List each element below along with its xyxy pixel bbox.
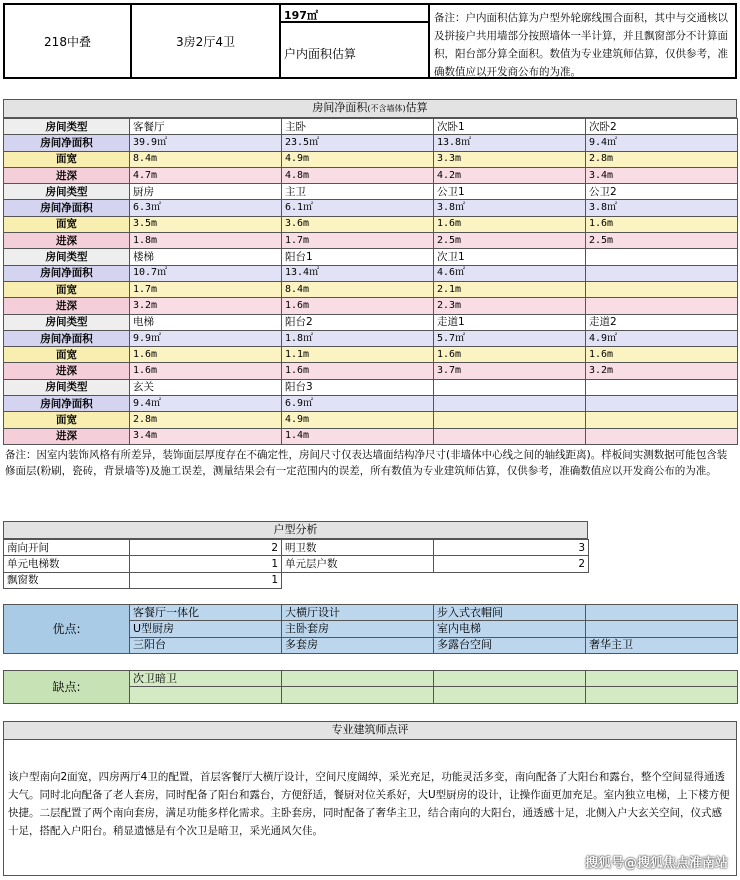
row-label-area: 房间净面积	[4, 135, 130, 151]
rooms-note: 备注：因室内装饰风格有所差异，装饰面层厚度存在不确定性，房间尺寸仅表达墙面结构净尺寸(非墙体中心线之间的轴线距离)。样板间实测数据可能包含装修面层(粉刷，瓷砖，背景墙等)及施工误差，测量结果会有一定范围内的误差，所有数值为专业建筑师估算，仅供参考，准确数值应以开发商公布的为准。	[5, 448, 728, 477]
rooms-row-depth	[4, 298, 738, 314]
rooms-row-width	[4, 281, 738, 297]
room-depth-cell	[586, 298, 738, 314]
rooms-row-type	[4, 379, 738, 395]
analysis-row	[4, 540, 589, 556]
room-area-cell: 13.8㎡	[434, 135, 586, 151]
pros-table	[3, 604, 738, 654]
room-area-cell: 23.5㎡	[282, 135, 434, 151]
row-label-width: 面宽	[4, 151, 130, 167]
analysis-table	[3, 539, 589, 589]
room-area-cell: 9.4㎡	[130, 396, 282, 412]
analysis-label	[282, 572, 434, 588]
row-label-depth: 进深	[4, 233, 130, 249]
room-area-cell: 6.3㎡	[130, 200, 282, 216]
room-name-cell: 主卫	[282, 184, 434, 200]
room-depth-cell: 3.7m	[434, 363, 586, 379]
room-area-cell: 9.4㎡	[586, 135, 738, 151]
watermark: 搜狐号@搜狐焦点淮南站	[584, 856, 728, 871]
room-width-cell	[586, 412, 738, 428]
rooms-row-depth	[4, 428, 738, 444]
room-area-cell: 6.9㎡	[282, 396, 434, 412]
row-label-area: 房间净面积	[4, 396, 130, 412]
rooms-row-width	[4, 151, 738, 167]
rooms-row-depth	[4, 233, 738, 249]
pros-item: 大横厅设计	[282, 605, 434, 621]
project-name: 218中叠	[5, 5, 132, 77]
rooms-row-area	[4, 200, 738, 216]
rooms-row-type	[4, 119, 738, 135]
room-name-cell: 玄关	[130, 379, 282, 395]
room-depth-cell: 1.6m	[282, 298, 434, 314]
cons-item	[130, 687, 282, 703]
analysis-value: 2	[434, 556, 589, 572]
pros-item: 多套房	[282, 637, 434, 653]
rooms-row-area	[4, 265, 738, 281]
room-width-cell: 3.5m	[130, 216, 282, 232]
pros-item: U型厨房	[130, 621, 282, 637]
room-area-cell	[434, 396, 586, 412]
room-width-cell: 1.6m	[434, 347, 586, 363]
room-depth-cell: 4.7m	[130, 167, 282, 183]
pros-item: 奢华主卫	[586, 637, 738, 653]
room-depth-cell: 1.6m	[130, 363, 282, 379]
rooms-table	[3, 118, 738, 445]
room-area-cell: 3.8㎡	[586, 200, 738, 216]
room-width-cell: 4.9m	[282, 151, 434, 167]
room-area-cell: 1.8㎡	[282, 330, 434, 346]
room-name-cell: 走道1	[434, 314, 586, 330]
room-depth-cell: 1.8m	[130, 233, 282, 249]
row-label-width: 面宽	[4, 412, 130, 428]
row-label-depth: 进深	[4, 298, 130, 314]
pros-item: 步入式衣帽间	[434, 605, 586, 621]
room-area-cell: 5.7㎡	[434, 330, 586, 346]
rooms-section	[3, 99, 737, 501]
room-depth-cell: 3.4m	[130, 428, 282, 444]
rooms-row-width	[4, 347, 738, 363]
header-note: 备注：户内面积估算为户型外轮廓线围合面积，其中与交通核以及拼接户共用墙部分按照墙体一半计算，并且飘窗部分不计算面积，阳台部分算全面积。数值为专业建筑师估算，仅供参考，准确数值应以开发商公布的为准。	[428, 3, 737, 79]
room-width-cell: 2.1m	[434, 281, 586, 297]
row-label-width: 面宽	[4, 347, 130, 363]
analysis-value: 1	[130, 572, 282, 588]
cons-item	[434, 687, 586, 703]
row-label-type: 房间类型	[4, 184, 130, 200]
room-depth-cell: 1.7m	[282, 233, 434, 249]
analysis-row	[4, 572, 589, 588]
room-name-cell: 主卧	[282, 119, 434, 135]
room-depth-cell: 3.4m	[586, 167, 738, 183]
rooms-row-area	[4, 330, 738, 346]
room-depth-cell	[586, 428, 738, 444]
room-depth-cell	[434, 428, 586, 444]
rooms-section-title	[3, 99, 737, 118]
analysis-value	[434, 572, 589, 588]
rooms-title-main: 房间净面积	[312, 101, 368, 114]
room-width-cell: 2.8m	[130, 412, 282, 428]
room-area-cell	[586, 396, 738, 412]
rooms-title-small: (不含墙体)	[367, 104, 406, 113]
row-label-type: 房间类型	[4, 314, 130, 330]
room-name-cell: 次卧1	[434, 119, 586, 135]
room-area-cell: 39.9㎡	[130, 135, 282, 151]
cons-item	[586, 687, 738, 703]
row-label-depth: 进深	[4, 363, 130, 379]
rooms-row-depth	[4, 167, 738, 183]
room-depth-cell: 3.2m	[130, 298, 282, 314]
pros-item: 客餐厅一体化	[130, 605, 282, 621]
row-label-depth: 进深	[4, 167, 130, 183]
rooms-row-type	[4, 314, 738, 330]
row-label-area: 房间净面积	[4, 200, 130, 216]
analysis-label: 明卫数	[282, 540, 434, 556]
room-width-cell: 1.7m	[130, 281, 282, 297]
area-box	[279, 3, 430, 79]
calc-title: 户内面积估算	[284, 47, 357, 61]
cons-item	[586, 671, 738, 687]
pros-item	[586, 621, 738, 637]
analysis-label: 单元层户数	[282, 556, 434, 572]
cons-section	[3, 670, 737, 704]
pros-section	[3, 604, 737, 654]
row-label-type: 房间类型	[4, 379, 130, 395]
analysis-title: 户型分析	[3, 521, 588, 539]
room-area-cell: 3.8㎡	[434, 200, 586, 216]
room-name-cell	[586, 249, 738, 265]
row-label-width: 面宽	[4, 216, 130, 232]
pros-item: 三阳台	[130, 637, 282, 653]
analysis-value: 1	[130, 556, 282, 572]
cons-item	[282, 671, 434, 687]
rooms-row-width	[4, 216, 738, 232]
room-depth-cell: 4.2m	[434, 167, 586, 183]
room-width-cell: 1.1m	[282, 347, 434, 363]
row-label-area: 房间净面积	[4, 330, 130, 346]
room-name-cell: 走道2	[586, 314, 738, 330]
rooms-row-area	[4, 396, 738, 412]
room-depth-cell: 3.2m	[586, 363, 738, 379]
analysis-label: 飘窗数	[4, 572, 130, 588]
room-depth-cell: 2.5m	[434, 233, 586, 249]
pros-item: 多露台空间	[434, 637, 586, 653]
room-width-cell: 3.6m	[282, 216, 434, 232]
room-width-cell	[586, 281, 738, 297]
cons-item	[434, 671, 586, 687]
pros-item	[586, 605, 738, 621]
room-name-cell: 公卫2	[586, 184, 738, 200]
room-area-cell: 9.9㎡	[130, 330, 282, 346]
rooms-row-depth	[4, 363, 738, 379]
room-name-cell: 阳台2	[282, 314, 434, 330]
room-width-cell: 8.4m	[282, 281, 434, 297]
room-width-cell	[434, 412, 586, 428]
room-depth-cell: 2.5m	[586, 233, 738, 249]
room-depth-cell: 2.3m	[434, 298, 586, 314]
analysis-value: 3	[434, 540, 589, 556]
layout-type: 3房2厅4卫	[176, 34, 235, 49]
analysis-row	[4, 556, 589, 572]
room-name-cell: 次卫1	[434, 249, 586, 265]
review-text: 该户型南向2面宽，四房两厅4卫的配置，首层客餐厅大横厅设计，空间尺度阔绰，采光充足，功能灵活多变，南向配备了大阳台和露台，整个空间显得通透大气。同时北向配备了老人套房，同时配备了阳台和露台，方便舒适，餐厨对位关系好，大U型厨房的设计，让操作面更加充足。室内独立电梯，上下楼方便快捷。二层配置了两个南向套房，满足功能多样化需求。主卧套房，同时配备了奢华主卫，结合南向的大阳台，通透感十足，北侧入户大玄关空间，仪式感十足，搭配入户阳台。稍显遗憾是有个次卫是暗卫，采光通风欠佳。	[8, 771, 730, 837]
room-name-cell: 客餐厅	[130, 119, 282, 135]
header-block	[3, 3, 281, 79]
room-width-cell: 1.6m	[586, 347, 738, 363]
analysis-label: 单元电梯数	[4, 556, 130, 572]
cons-item	[282, 687, 434, 703]
pros-item: 主卧套房	[282, 621, 434, 637]
pros-row	[4, 605, 738, 621]
room-name-cell	[586, 379, 738, 395]
room-depth-cell: 1.6m	[282, 363, 434, 379]
room-area-cell: 6.1㎡	[282, 200, 434, 216]
row-label-depth: 进深	[4, 428, 130, 444]
rooms-row-width	[4, 412, 738, 428]
room-area-cell: 4.6㎡	[434, 265, 586, 281]
cons-row	[4, 671, 738, 687]
cons-label: 缺点:	[4, 671, 130, 704]
row-label-width: 面宽	[4, 281, 130, 297]
room-area-cell: 10.7㎡	[130, 265, 282, 281]
pros-label: 优点:	[4, 605, 130, 654]
room-name-cell: 电梯	[130, 314, 282, 330]
room-area-cell	[586, 265, 738, 281]
room-width-cell: 3.3m	[434, 151, 586, 167]
room-name-cell	[434, 379, 586, 395]
row-label-area: 房间净面积	[4, 265, 130, 281]
rooms-title-suffix: 估算	[405, 101, 428, 114]
analysis-value: 2	[130, 540, 282, 556]
cons-item: 次卫暗卫	[130, 671, 282, 687]
room-width-cell: 4.9m	[282, 412, 434, 428]
room-name-cell: 次卧2	[586, 119, 738, 135]
room-name-cell: 楼梯	[130, 249, 282, 265]
analysis-label: 南向开间	[4, 540, 130, 556]
room-width-cell: 1.6m	[434, 216, 586, 232]
room-area-cell: 4.9㎡	[586, 330, 738, 346]
review-title: 专业建筑师点评	[4, 722, 736, 740]
room-depth-cell: 1.4m	[282, 428, 434, 444]
pros-item: 室内电梯	[434, 621, 586, 637]
room-name-cell: 阳台3	[282, 379, 434, 395]
room-name-cell: 厨房	[130, 184, 282, 200]
room-width-cell: 8.4m	[130, 151, 282, 167]
cons-table	[3, 670, 738, 704]
room-area-cell: 13.4㎡	[282, 265, 434, 281]
row-label-type: 房间类型	[4, 249, 130, 265]
total-area: 197㎡	[281, 5, 428, 23]
room-width-cell: 2.8m	[586, 151, 738, 167]
room-width-cell: 1.6m	[130, 347, 282, 363]
room-width-cell: 1.6m	[586, 216, 738, 232]
room-name-cell: 公卫1	[434, 184, 586, 200]
analysis-section	[3, 521, 588, 589]
rooms-row-area	[4, 135, 738, 151]
room-depth-cell: 4.8m	[282, 167, 434, 183]
room-name-cell: 阳台1	[282, 249, 434, 265]
rooms-row-type	[4, 249, 738, 265]
row-label-type: 房间类型	[4, 119, 130, 135]
rooms-row-type	[4, 184, 738, 200]
